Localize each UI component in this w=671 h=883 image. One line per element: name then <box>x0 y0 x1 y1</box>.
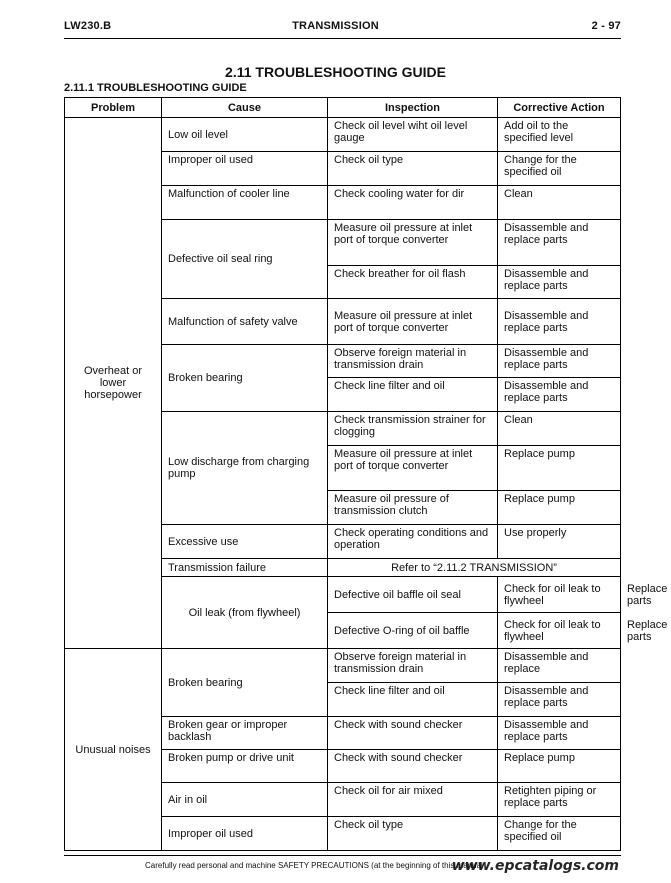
cause-cell: Defective oil seal ring <box>162 220 328 299</box>
section-subtitle: 2.11.1 TROUBLESHOOTING GUIDE <box>64 82 247 94</box>
cause-cell: Improper oil used <box>162 817 328 851</box>
action-cell: Replace pump <box>498 446 621 491</box>
action-cell: Disassemble and replace parts <box>498 717 621 750</box>
inspection-cell: Check cooling water for dir <box>328 186 498 220</box>
problem-cell: Oil leak (from flywheel) <box>162 577 328 649</box>
action-cell: Disassemble and replace parts <box>498 299 621 345</box>
action-cell: Disassemble and replace parts <box>498 345 621 378</box>
cause-cell: Malfunction of safety valve <box>162 299 328 345</box>
action-cell: Clean <box>498 186 621 220</box>
column-header-corrective-action: Corrective Action <box>498 98 621 118</box>
cause-cell: Broken bearing <box>162 649 328 717</box>
cause-cell: Transmission failure <box>162 559 328 577</box>
action-cell: Disassemble and replace parts <box>498 220 621 266</box>
header-rule <box>64 38 621 39</box>
action-cell: Change for the specified oil <box>498 152 621 186</box>
inspection-cell: Check oil level wiht oil level gauge <box>328 118 498 152</box>
page-number: 2 - 97 <box>591 20 621 32</box>
inspection-cell: Check oil type <box>328 152 498 186</box>
cause-cell: Broken gear or improper backlash <box>162 717 328 750</box>
problem-cell: Unusual noises <box>65 649 162 851</box>
inspection-cell: Check line filter and oil <box>328 683 498 717</box>
cause-cell: Low discharge from charging pump <box>162 412 328 525</box>
cause-cell: Defective O-ring of oil baffle <box>328 613 498 649</box>
action-cell: Disassemble and replace parts <box>498 378 621 412</box>
inspection-cell: Check breather for oil flash <box>328 266 498 299</box>
page-title: 2.11 TROUBLESHOOTING GUIDE <box>225 64 446 80</box>
inspection-cell: Check for oil leak to flywheel <box>498 577 621 613</box>
action-cell: Use properly <box>498 525 621 559</box>
cause-cell: Improper oil used <box>162 152 328 186</box>
table-row <box>65 118 621 152</box>
inspection-cell: Observe foreign material in transmission drain <box>328 345 498 378</box>
troubleshooting-table <box>64 97 668 851</box>
inspection-cell: Check operating conditions and operation <box>328 525 498 559</box>
cause-cell: Defective oil baffle oil seal <box>328 577 498 613</box>
action-cell: Replace pump <box>498 491 621 525</box>
action-cell: Retighten piping or replace parts <box>498 783 621 817</box>
inspection-cell: Check with sound checker <box>328 750 498 783</box>
problem-cell: Overheat or lower horsepower <box>65 118 162 649</box>
inspection-cell: Measure oil pressure at inlet port of torque converter <box>328 299 498 345</box>
table-row <box>65 649 621 683</box>
table-row: Oil leak (from flywheel) Defective oil baffle oil seal Check for oil leak to flywheel Replace parts <box>65 577 621 613</box>
action-cell: Add oil to the specified level <box>498 118 621 152</box>
inspection-cell: Check transmission strainer for clogging <box>328 412 498 446</box>
action-cell: Replace pump <box>498 750 621 783</box>
cause-cell: Malfunction of cooler line <box>162 186 328 220</box>
cause-cell: Broken bearing <box>162 345 328 412</box>
inspection-cell: Measure oil pressure of transmission clutch <box>328 491 498 525</box>
column-header-cause: Cause <box>162 98 328 118</box>
table-header-row <box>65 98 621 118</box>
inspection-cell: Observe foreign material in transmission drain <box>328 649 498 683</box>
inspection-cell: Check oil type <box>328 817 498 851</box>
watermark: www.epcatalogs.com <box>451 858 619 874</box>
inspection-cell: Check oil for air mixed <box>328 783 498 817</box>
table-row: Defective O-ring of oil baffle Check for oil leak to flywheel Replace parts <box>65 613 621 649</box>
action-cell: Disassemble and replace <box>498 649 621 683</box>
inspection-cell: Measure oil pressure at inlet port of torque converter <box>328 220 498 266</box>
inspection-cell: Check line filter and oil <box>328 378 498 412</box>
cause-cell: Low oil level <box>162 118 328 152</box>
section-name: TRANSMISSION <box>292 20 379 32</box>
action-cell: Clean <box>498 412 621 446</box>
cause-cell: Air in oil <box>162 783 328 817</box>
inspection-cell: Check with sound checker <box>328 717 498 750</box>
action-cell: Change for the specified oil <box>498 817 621 851</box>
cause-cell: Broken pump or drive unit <box>162 750 328 783</box>
reference-cell: Refer to “2.11.2 TRANSMISSION” <box>328 559 621 577</box>
column-header-inspection: Inspection <box>328 98 498 118</box>
action-cell: Disassemble and replace parts <box>498 683 621 717</box>
safety-footer: Carefully read personal and machine SAFETY PRECAUTIONS (at the beginning of this manual <box>145 861 483 870</box>
column-header-problem: Problem <box>65 98 162 118</box>
inspection-cell: Check for oil leak to flywheel <box>498 613 621 649</box>
cause-cell: Excessive use <box>162 525 328 559</box>
action-cell: Disassemble and replace parts <box>498 266 621 299</box>
footer-rule <box>64 855 621 856</box>
inspection-cell: Measure oil pressure at inlet port of torque converter <box>328 446 498 491</box>
manual-model: LW230.B <box>64 20 112 32</box>
